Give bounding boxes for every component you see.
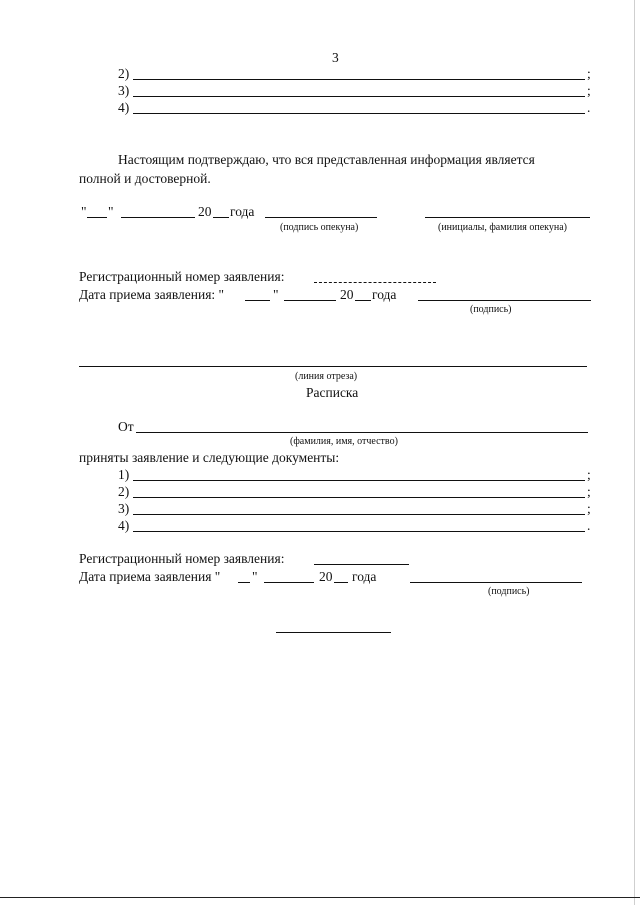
receipt-list-item-fill-line (133, 480, 585, 481)
guardian-signature-caption: (подпись опекуна) (280, 222, 359, 233)
receipt-list-item-end: ; (587, 484, 591, 499)
top-list-item-fill-line (133, 79, 585, 80)
top-list-item-end: ; (587, 83, 591, 98)
date-quote-open: " (81, 204, 87, 219)
date-quote-close: " (108, 204, 114, 219)
receive-date-month-line (284, 300, 336, 301)
receipt-list-item-fill-line (133, 531, 585, 532)
top-list-item-num: 3) (118, 83, 130, 98)
cut-line (79, 366, 587, 367)
date-year-line (213, 217, 229, 218)
receive-date-year-prefix: 20 (340, 287, 354, 302)
receipt-list-item-end: ; (587, 501, 591, 516)
top-list-item-num: 2) (118, 66, 130, 81)
receiver-signature-line (410, 582, 582, 583)
receipt-from-label: От (118, 419, 134, 434)
date-day-line (87, 217, 107, 218)
scan-edge-bottom (0, 897, 640, 898)
top-list-item-fill-line (133, 96, 585, 97)
receipt-list-item-num: 2) (118, 484, 130, 499)
receipt-list-item-num: 3) (118, 501, 130, 516)
receipt-from-caption: (фамилия, имя, отчество) (290, 436, 398, 447)
registration-number-label: Регистрационный номер заявления: (79, 269, 285, 284)
receive-date-year-suffix: года (372, 287, 397, 302)
registration-number-label: Регистрационный номер заявления: (79, 551, 285, 566)
receipt-accepted-text: приняты заявление и следующие документы: (79, 450, 340, 465)
receive-date-quote-close: " (273, 287, 279, 302)
page-number: 3 (332, 50, 339, 65)
receive-date-year-line (355, 300, 371, 301)
guardian-initials-line (425, 217, 590, 218)
receive-date-year-suffix: года (352, 569, 377, 584)
top-list-item-end: . (587, 100, 591, 115)
top-list-item-num: 4) (118, 100, 130, 115)
receipt-list-item-num: 4) (118, 518, 130, 533)
receipt-list-item-fill-line (133, 497, 585, 498)
confirmation-line-2: полной и достоверной. (79, 171, 211, 186)
date-month-line (121, 217, 195, 218)
receiver-signature-line (418, 300, 591, 301)
receive-date-day-line (245, 300, 270, 301)
receipt-title: Расписка (306, 385, 359, 400)
receiver-signature-caption: (подпись) (470, 304, 512, 315)
receipt-list-item-fill-line (133, 514, 585, 515)
receive-date-quote-close: " (252, 569, 258, 584)
receipt-from-line (136, 432, 588, 433)
receive-date-year-line (334, 582, 348, 583)
end-separator-line (276, 632, 391, 633)
receive-date-label: Дата приема заявления: " (79, 287, 225, 302)
date-year-prefix: 20 (198, 204, 212, 219)
receive-date-label: Дата приема заявления " (79, 569, 221, 584)
scan-edge-right (634, 0, 635, 905)
guardian-signature-line (265, 217, 377, 218)
receiver-signature-caption: (подпись) (488, 586, 530, 597)
receive-date-month-line (264, 582, 314, 583)
date-year-suffix: года (230, 204, 255, 219)
top-list-item-end: ; (587, 66, 591, 81)
receive-date-year-prefix: 20 (319, 569, 333, 584)
registration-number-line (314, 564, 409, 565)
receive-date-day-line (238, 582, 250, 583)
receipt-list-item-end: ; (587, 467, 591, 482)
top-list-item-fill-line (133, 113, 585, 114)
confirmation-line-1: Настоящим подтверждаю, что вся представленная информация является (118, 152, 535, 167)
receipt-list-item-num: 1) (118, 467, 130, 482)
registration-number-line (314, 282, 436, 283)
guardian-initials-caption: (инициалы, фамилия опекуна) (438, 222, 567, 233)
receipt-list-item-end: . (587, 518, 591, 533)
cut-line-caption: (линия отреза) (295, 371, 358, 382)
